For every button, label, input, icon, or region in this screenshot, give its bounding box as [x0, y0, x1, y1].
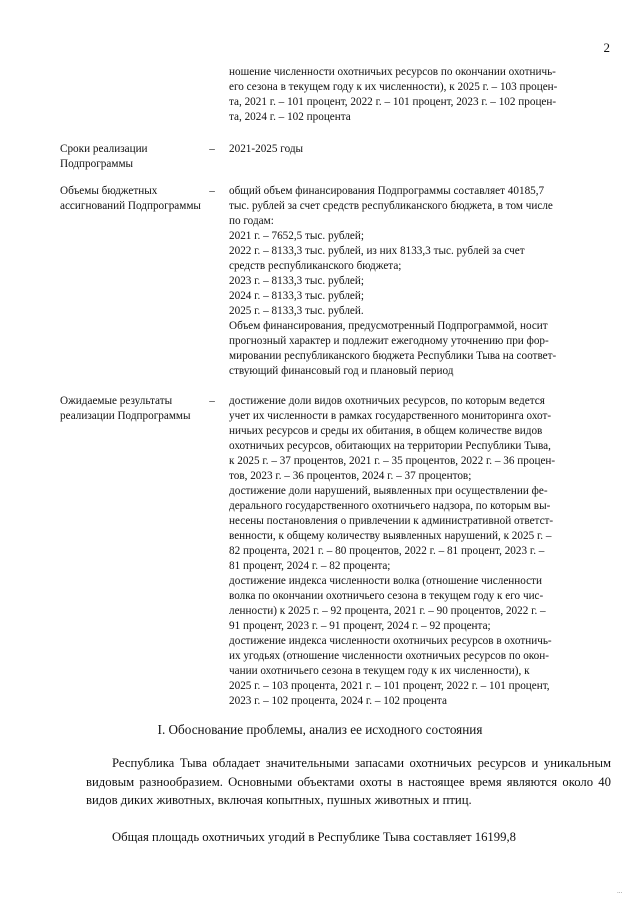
row-dash: – [209, 185, 215, 197]
text-line: 2025 г. – 8133,3 тыс. рублей. [229, 305, 364, 317]
page-number: 2 [603, 40, 610, 55]
corner-mark: ... [617, 887, 623, 895]
section-heading: I. Обоснование проблемы, анализ ее исходного состояния [157, 722, 483, 737]
text-line: ношение численности охотничьих ресурсов по окончании охотничь- [229, 66, 556, 78]
text-line: учет их численности в рамках государственного мониторинга охот- [229, 410, 552, 422]
row-label-budget: Объемы бюджетных ассигнований Подпрограммы [60, 185, 201, 212]
text-line: 91 процент, 2023 г. – 91 процент, 2024 г. – 92 процента; [229, 620, 491, 632]
body-paragraph: Общая площадь охотничьих угодий в Республике Тыва составляет 16199,8 [112, 830, 516, 844]
text-line: 2023 г. – 8133,3 тыс. рублей; [229, 275, 364, 287]
text-line: 2022 г. – 8133,3 тыс. рублей, из них 8133,3 тыс. рублей за счет [229, 245, 525, 257]
row-label-results: Ожидаемые результаты реализации Подпрограммы [60, 395, 191, 422]
row-value-terms [229, 142, 611, 157]
text-line: та, 2024 г. – 102 процента [229, 111, 351, 123]
text-line: достижение доли видов охотничьих ресурсов, по которым ведется [229, 395, 545, 407]
text-line: по годам: [229, 215, 274, 227]
text-line: 2021-2025 годы [229, 143, 304, 155]
row-dash: – [209, 395, 215, 407]
row-value-results [229, 394, 611, 709]
text-line: ничьих ресурсов и среды их обитания, в общем количестве видов [229, 425, 543, 437]
text-line: несены постановления о привлечении к административной ответст- [229, 515, 554, 527]
text-line: к 2025 г. – 37 процентов, 2021 г. – 35 процентов, 2022 г. – 36 процен- [229, 455, 556, 467]
text-line: дерального государственного охотничьего надзора, по которым вы- [229, 500, 551, 512]
text-line: тов, 2023 г. – 36 процентов, 2024 г. – 37 процентов; [229, 470, 472, 482]
text-line: тыс. рублей за счет средств республиканского бюджета, в том числе [229, 200, 553, 212]
text-line: 2024 г. – 8133,3 тыс. рублей; [229, 290, 364, 302]
text-line: мировании республиканского бюджета Республики Тыва на соответ- [229, 350, 557, 362]
text-line: 2021 г. – 7652,5 тыс. рублей; [229, 230, 364, 242]
row-label-terms: Сроки реализации Подпрограммы [60, 143, 148, 170]
continuation-text [229, 65, 611, 125]
text-line: Объем финансирования, предусмотренный Подпрограммой, носит [229, 320, 548, 332]
text-line: венности, к общему количеству выявленных нарушений, к 2025 г. – [229, 530, 552, 542]
text-line: достижение доли нарушений, выявленных при осуществлении фе- [229, 485, 548, 497]
text-line: их угодьях (отношение численности охотничьих ресурсов по окон- [229, 650, 549, 662]
text-line: ствующий финансовый год и плановый период [229, 365, 454, 377]
text-line: чании охотничьего сезона в текущем году к их численности), к [229, 665, 530, 677]
text-line: 2025 г. – 103 процента, 2021 г. – 101 процент, 2022 г. – 101 процент, [229, 680, 550, 692]
text-line: достижение индекса численности охотничьих ресурсов в охотничь- [229, 635, 552, 647]
text-line: та, 2021 г. – 101 процент, 2022 г. – 101 процент, 2023 г. – 102 процен- [229, 96, 557, 108]
row-dash: – [209, 143, 215, 155]
text-line: ленности) к 2025 г. – 92 процента, 2021 г. – 90 процентов, 2022 г. – [229, 605, 546, 617]
text-line: его сезона в текущем году к их численности), к 2025 г. – 103 процен- [229, 81, 558, 93]
body-paragraph: Республика Тыва обладает значительными запасами охотничьих ресурсов и уникальным видовым разнообразием. Основными объектами охоты в настоящее время являются около 40 видов диких животных, включая копытных, пушных животных и птиц. [86, 756, 611, 808]
text-line: средств республиканского бюджета; [229, 260, 402, 272]
text-line: прогнозный характер и подлежит ежегодному уточнению при фор- [229, 335, 549, 347]
text-line: охотничьих ресурсов, обитающих на территории Республики Тыва, [229, 440, 551, 452]
text-line: общий объем финансирования Подпрограммы составляет 40185,7 [229, 185, 545, 197]
text-line: 81 процент, 2024 г. – 82 процента; [229, 560, 391, 572]
text-line: 82 процента, 2021 г. – 80 процентов, 2022 г. – 81 процент, 2023 г. – [229, 545, 545, 557]
text-line: достижение индекса численности волка (отношение численности [229, 575, 542, 587]
row-value-budget [229, 184, 611, 379]
text-line: волка по окончании охотничьего сезона в текущем году к его чис- [229, 590, 544, 602]
text-line: 2023 г. – 102 процента, 2024 г. – 102 процента [229, 695, 447, 707]
